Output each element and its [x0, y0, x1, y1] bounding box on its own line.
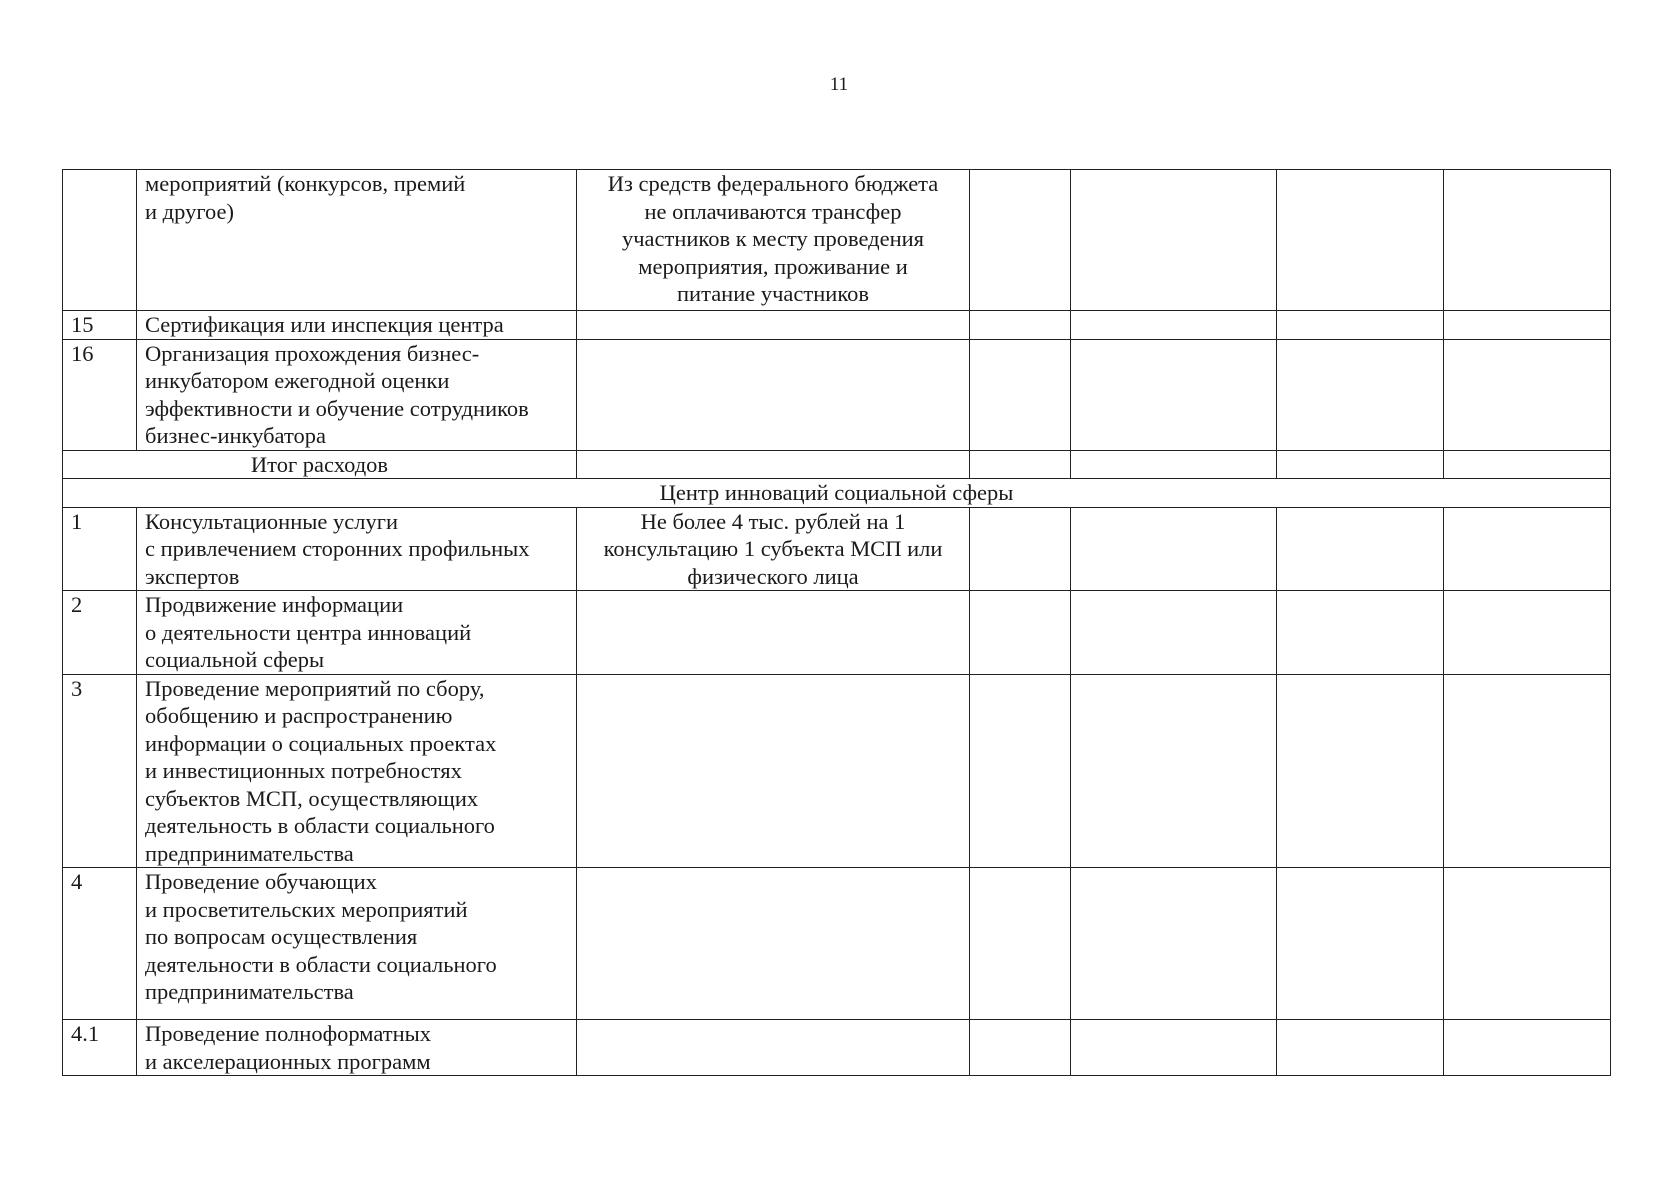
row-number: 4.1 [63, 1020, 137, 1076]
empty-cell [970, 1020, 1071, 1076]
empty-cell [1277, 591, 1444, 675]
empty-cell [1444, 591, 1611, 675]
empty-cell [1277, 868, 1444, 1020]
row-note [577, 311, 970, 340]
empty-cell [1444, 170, 1611, 311]
row-number: 3 [63, 674, 137, 868]
table-row [63, 507, 1611, 591]
total-label: Итог расходов [63, 450, 577, 479]
row-description: Проведение полноформатных и акселерационных программ [137, 1020, 577, 1076]
empty-cell [1444, 674, 1611, 868]
empty-cell [970, 674, 1071, 868]
empty-cell [970, 507, 1071, 591]
empty-cell [1071, 674, 1277, 868]
row-note: Из средств федерального бюджета не оплачиваются трансфер участников к месту проведения мероприятия, проживание и питание участников [577, 170, 970, 311]
empty-cell [1071, 170, 1277, 311]
empty-cell [1277, 311, 1444, 340]
empty-cell [1071, 311, 1277, 340]
empty-cell [1444, 450, 1611, 479]
table-row [63, 1020, 1611, 1076]
empty-cell [1444, 311, 1611, 340]
row-description: Продвижение информации о деятельности центра инноваций социальной сферы [137, 591, 577, 675]
expense-table [62, 169, 1611, 1076]
section-title: Центр инноваций социальной сферы [63, 479, 1611, 508]
row-note [577, 591, 970, 675]
empty-cell [1277, 170, 1444, 311]
row-note [577, 339, 970, 450]
table-row [63, 170, 1611, 311]
row-number: 2 [63, 591, 137, 675]
total-row [63, 450, 1611, 479]
empty-cell [1444, 339, 1611, 450]
page-number: 11 [829, 74, 849, 95]
row-number: 4 [63, 868, 137, 1020]
empty-cell [970, 311, 1071, 340]
empty-cell [1277, 339, 1444, 450]
empty-cell [970, 170, 1071, 311]
empty-cell [1071, 450, 1277, 479]
empty-cell [970, 450, 1071, 479]
row-note [577, 674, 970, 868]
empty-cell [1277, 450, 1444, 479]
row-description: Проведение мероприятий по сбору, обобщению и распространению информации о социальных проектах и инвестиционных потребностях субъектов МСП, осуществляющих деятельность в области социального предпринимательства [137, 674, 577, 868]
table-row [63, 868, 1611, 1020]
empty-cell [1071, 507, 1277, 591]
row-description: Проведение обучающих и просветительских мероприятий по вопросам осуществления деятельности в области социального предпринимательства [137, 868, 577, 1020]
row-description: Сертификация или инспекция центра [137, 311, 577, 340]
row-note: Не более 4 тыс. рублей на 1 консультацию 1 субъекта МСП или физического лица [577, 507, 970, 591]
empty-cell [577, 450, 970, 479]
empty-cell [970, 868, 1071, 1020]
row-description: Консультационные услуги с привлечением сторонних профильных экспертов [137, 507, 577, 591]
empty-cell [1071, 868, 1277, 1020]
empty-cell [1444, 868, 1611, 1020]
row-note [577, 1020, 970, 1076]
row-number: 1 [63, 507, 137, 591]
empty-cell [1444, 1020, 1611, 1076]
empty-cell [970, 591, 1071, 675]
table-row [63, 311, 1611, 340]
row-number: 16 [63, 339, 137, 450]
table-row [63, 591, 1611, 675]
empty-cell [1071, 339, 1277, 450]
row-number [63, 170, 137, 311]
empty-cell [1277, 674, 1444, 868]
row-number: 15 [63, 311, 137, 340]
empty-cell [1444, 507, 1611, 591]
empty-cell [1071, 1020, 1277, 1076]
table-row [63, 674, 1611, 868]
empty-cell [1071, 591, 1277, 675]
row-note [577, 868, 970, 1020]
table-row [63, 339, 1611, 450]
empty-cell [1277, 507, 1444, 591]
row-description: Организация прохождения бизнес- инкубатором ежегодной оценки эффективности и обучение сотрудников бизнес-инкубатора [137, 339, 577, 450]
section-row [63, 479, 1611, 508]
empty-cell [1277, 1020, 1444, 1076]
row-description: мероприятий (конкурсов, премий и другое) [137, 170, 577, 311]
empty-cell [970, 339, 1071, 450]
